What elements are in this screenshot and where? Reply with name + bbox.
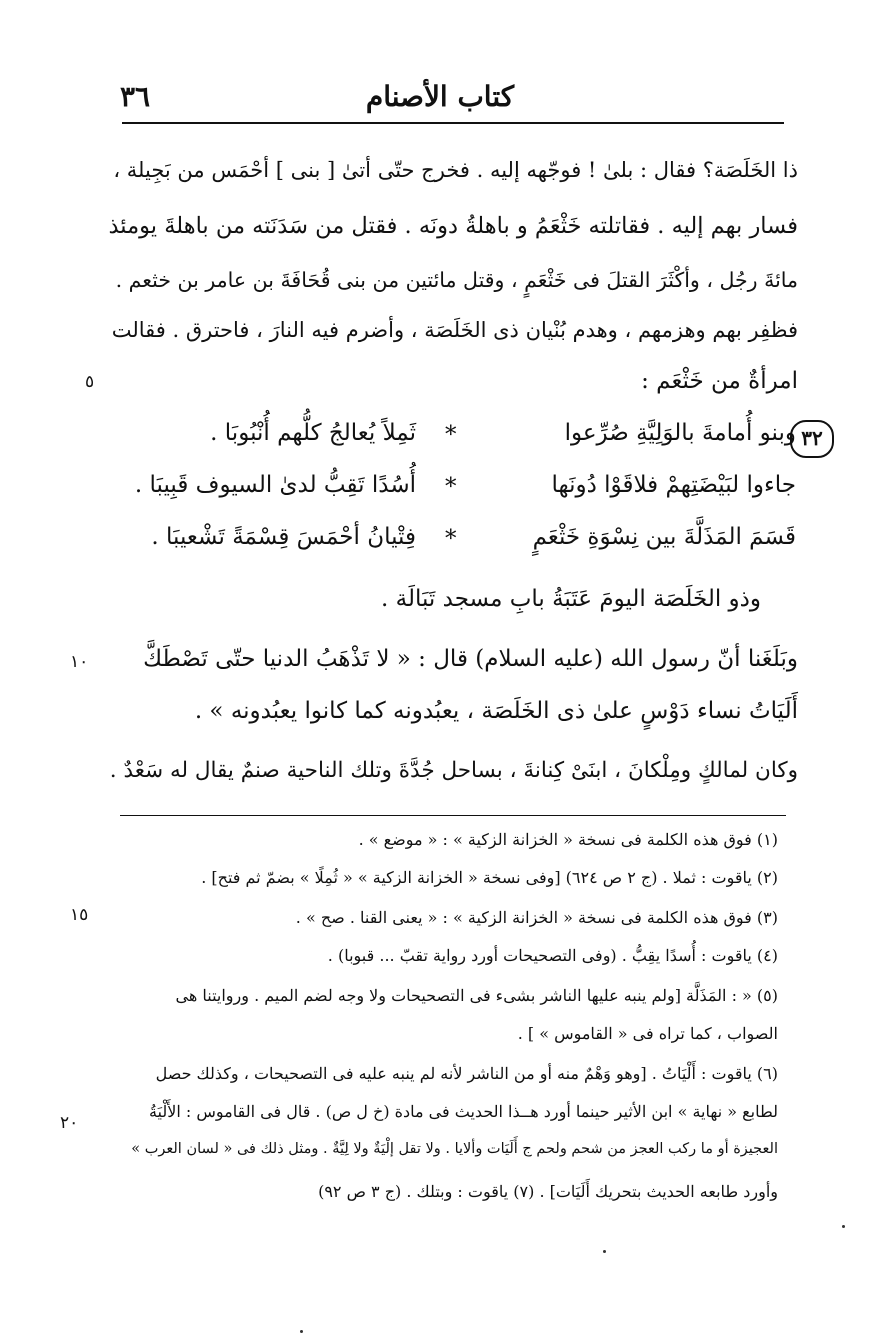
footnote: (٤) ياقوت : أُسدًا يقِبُّ . (وفى التصحيحات أورد رواية تقبّ ... قبوبا) . (327, 946, 778, 965)
scan-speck (300, 1330, 303, 1333)
verse-first-hemistich: قَسَمَ المَذَلَّةَ بين نِسْوَةِ خَثْعَمٍ (532, 524, 796, 550)
footnote: (١) فوق هذه الكلمة فى نسخة « الخزانة الزكية » : « موضع » . (358, 830, 778, 849)
body-line: فظفِر بهم وهزمهم ، وهدم بُنْيان ذى الخَلَصَة ، وأضرم فيه النارَ ، فاحترق . فقالت (111, 318, 798, 342)
body-line: أَلَيَاتُ نساء دَوْسٍ علىٰ ذى الخَلَصَة ، يعبُدونه كما كانوا يعبُدونه » . (194, 698, 798, 724)
scan-speck (603, 1250, 606, 1253)
verse-first-hemistich: وبنو أُمامةَ بالوَلِيَّةِ صُرِّعوا (564, 420, 796, 446)
footnote: لطابع « نهاية » ابن الأثير حينما أورد هــذا الحديث فى مادة (خ ل ص) . قال فى القاموس : الأَلْيَةُ (148, 1102, 778, 1121)
header-rule (122, 122, 784, 124)
body-line: ذا الخَلَصَة؟ فقال : بلىٰ ! فوجّهه إليه . فخرج حتّى أتىٰ [ بنى ] أحْمَس من بَجِيلة ، (113, 158, 798, 182)
original-page-stamp: ٣٢ (790, 420, 834, 458)
verse-separator: * (445, 474, 457, 500)
footnote: (٦) ياقوت : أَلْيَاتُ . [وهو وَهْمٌ منه أو من الناشر لأنه لم ينبه عليه فى التصحيحات ، وكذلك حصل (155, 1064, 778, 1083)
footnote: وأورد طابعه الحديث بتحريك أَلَيَات] . (٧) ياقوت : وبتلك . (ج ٣ ص ٩٢) (318, 1182, 778, 1201)
verse-second-hemistich: أُسُدًا تَقِبُّ لدىٰ السيوف قَبِيبَا . (134, 472, 416, 498)
line-number: ٥ (85, 372, 95, 392)
verse-separator: * (445, 526, 457, 552)
line-number: ١٠ (70, 652, 89, 672)
verse-first-hemistich: جاءوا لبَيْضَتِهمْ فلاقَوْا دُونَها (551, 472, 796, 498)
line-number: ١٥ (70, 905, 89, 925)
body-line: امرأةٌ من خَثْعَم : (641, 368, 798, 394)
verse-separator: * (445, 422, 457, 448)
body-line: مائةَ رجُل ، وأكْثَرَ القتلَ فى خَثْعَمٍ ، وقتل مائتين من بنى قُحَافَةَ بن عامر بن خثعم . (115, 268, 798, 292)
footnote-rule (120, 815, 786, 816)
body-line: وبَلَغَنا أنّ رسول الله (عليه السلام) قال : « لا تَذْهَبُ الدنيا حتّى تَصْطَكَّ (143, 646, 798, 672)
footnote: (٢) ياقوت : ثملا . (ج ٢ ص ٦٢٤) [وفى نسخة « الخزانة الزكية » « ثُمِلًا » بضمّ ثم فتح] . (201, 868, 778, 887)
footnote: (٣) فوق هذه الكلمة فى نسخة « الخزانة الزكية » : « يعنى القنا . صح » . (295, 908, 778, 927)
body-line: وكان لمالكٍ ومِلْكانَ ، ابنَىْ كِنانةَ ، بساحل جُدَّةَ وتلك الناحية صنمٌ يقال له سَعْدٌ . (109, 758, 798, 783)
scan-speck (842, 1225, 845, 1228)
body-line: فسار بهم إليه . فقاتلته خَثْعَمُ و باهلةُ دونَه . فقتل من سَدَنَته من باهلةَ يومئذ (108, 213, 798, 239)
footnote: الصواب ، كما تراه فى « القاموس » ] . (517, 1024, 778, 1043)
footnote: العجيزة أو ما ركب العجز من شحم ولحم ج أَلَيَات وألايا . ولا تقل إلْيَةٌ ولا لِيَّةٌ . ومثل ذلك فى « لسان العرب » (131, 1141, 778, 1157)
footnote: (٥) « : المَذَلَّة [ولم ينبه عليها الناشر بشىء فى التصحيحات ولا وجه لضم الميم . وروايتنا هى (175, 986, 778, 1005)
page-number: ٣٦ (120, 80, 151, 113)
verse-second-hemistich: ثَمِلاً يُعالجُ كلُّهم أُنْبُوبَا . (210, 420, 416, 446)
running-head-title: كتاب الأصنام (365, 80, 515, 113)
verse-second-hemistich: فِتْيانُ أحْمَسَ قِسْمَةً تَشْعيبَا . (151, 524, 416, 550)
line-number: ٢٠ (60, 1113, 79, 1133)
body-line: وذو الخَلَصَة اليومَ عَتَبَةُ بابِ مسجد تَبَالَة . (381, 586, 761, 612)
